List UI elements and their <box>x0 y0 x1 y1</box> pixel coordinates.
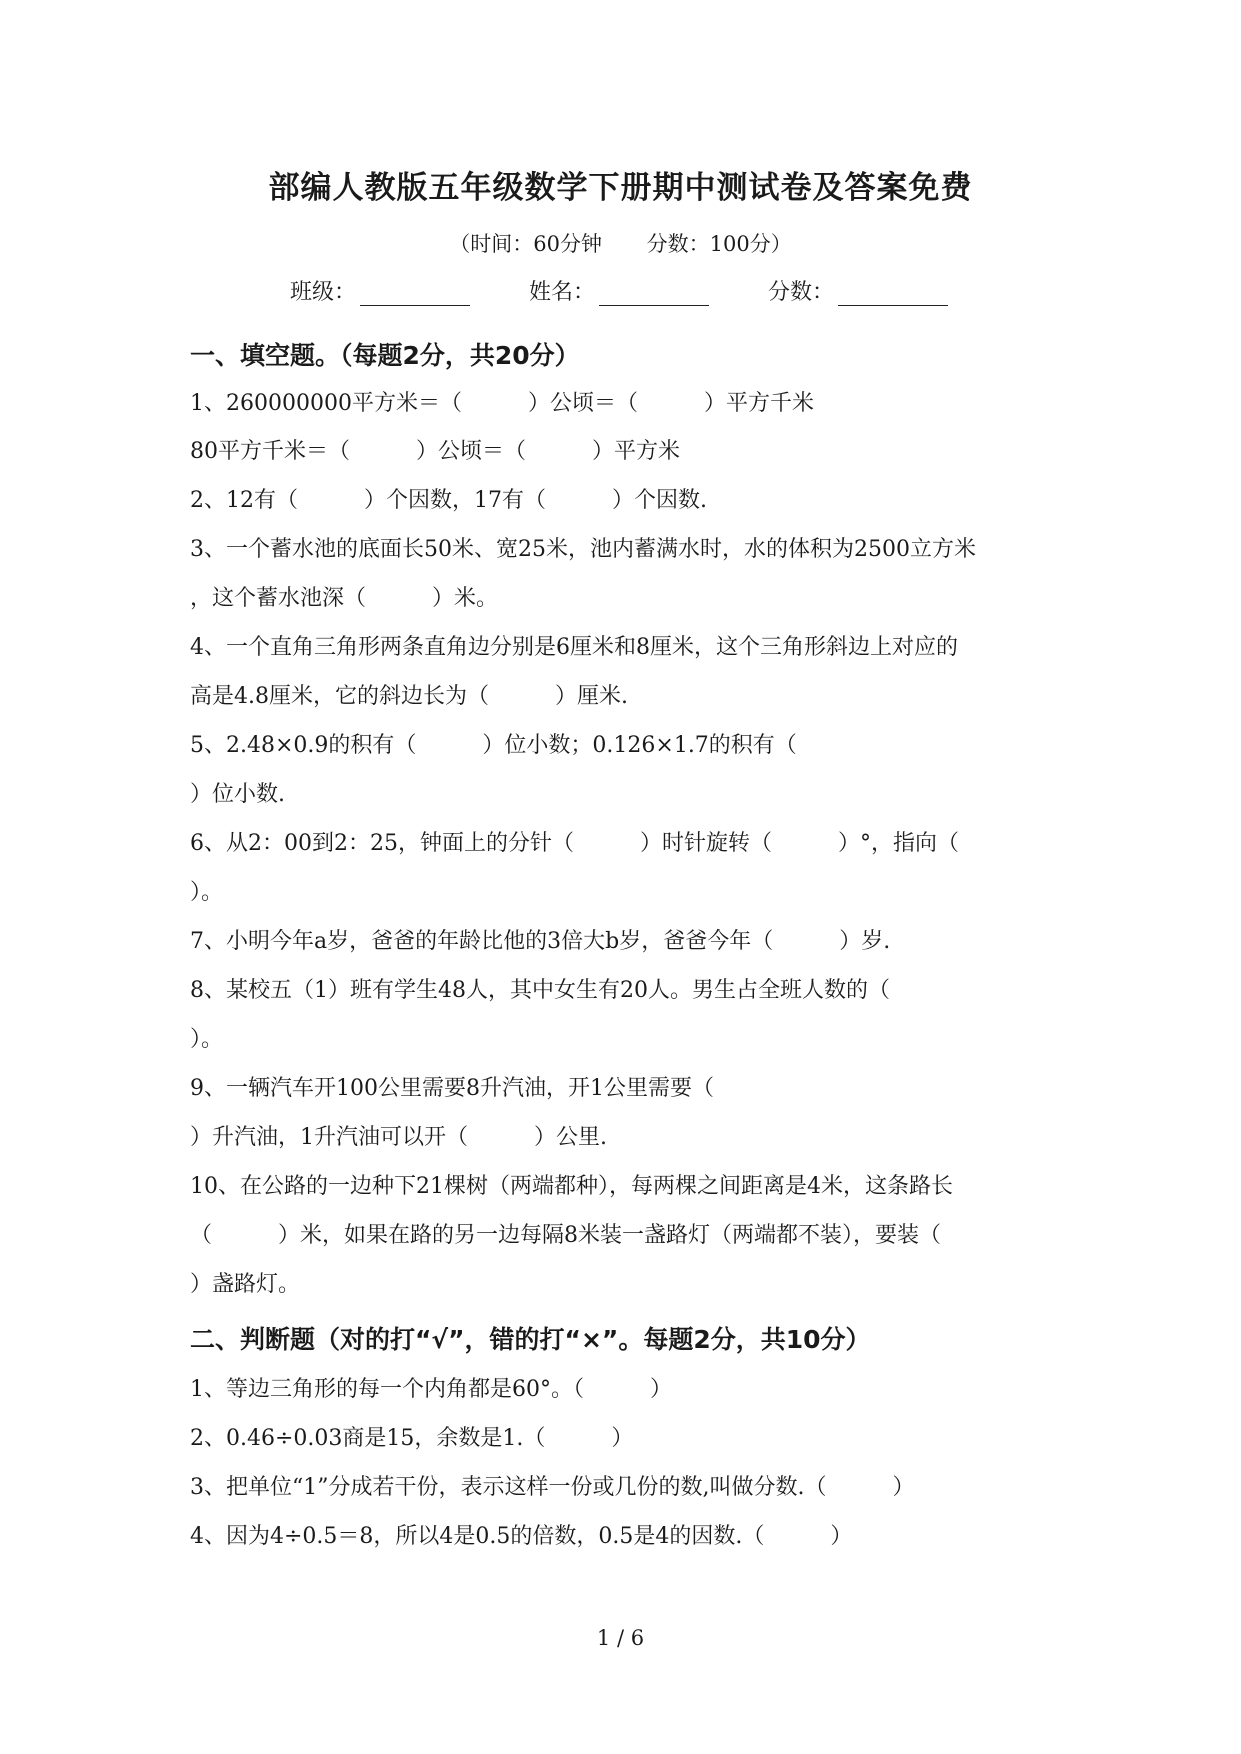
question-line: 1、等边三角形的每一个内角都是60°。（ ） <box>190 1377 672 1402</box>
name-field <box>529 275 709 306</box>
question-line: 4、一个直角三角形两条直角边分别是6厘米和8厘米，这个三角形斜边上对应的 <box>190 635 958 660</box>
question-line: 8、某校五（1）班有学生48人，其中女生有20人。男生占全班人数的（ <box>190 978 890 1003</box>
time-limit: （时间：60分钟 <box>449 232 602 256</box>
score-field <box>768 275 948 306</box>
question-line: 5、2.48×0.9的积有（ ）位小数；0.126×1.7的积有（ <box>190 733 797 758</box>
question-line: ）盏路灯。 <box>190 1272 301 1297</box>
exam-meta <box>0 228 1241 258</box>
question-line: ）。 <box>190 1027 224 1052</box>
section-heading-fill-blank: 一、填空题。（每题2分，共20分） <box>190 341 580 370</box>
name-label: 姓名： <box>529 280 596 305</box>
question-line: 9、一辆汽车开100公里需要8升汽油，开1公里需要（ <box>190 1076 714 1101</box>
question-line: 6、从2：00到2：25，钟面上的分针（ ）时针旋转（ ）°，指向（ <box>190 831 959 856</box>
question-line: ）升汽油，1升汽油可以开（ ）公里. <box>190 1125 607 1150</box>
question-line: 3、一个蓄水池的底面长50米、宽25米，池内蓄满水时，水的体积为2500立方米 <box>190 537 976 562</box>
question-line: 2、0.46÷0.03商是15，余数是1.（ ） <box>190 1426 634 1451</box>
question-line: ）位小数. <box>190 782 285 807</box>
question-line: ）。 <box>190 880 224 905</box>
question-line: 1、260000000平方米＝（ ）公顷＝（ ）平方千米 <box>190 391 814 416</box>
question-line: （ ）米，如果在路的另一边每隔8米装一盏路灯（两端都不装），要装（ <box>190 1223 941 1248</box>
question-line: 4、因为4÷0.5＝8，所以4是0.5的倍数，0.5是4的因数.（ ） <box>190 1524 853 1549</box>
section-heading-true-false: 二、判断题（对的打“√”，错的打“×”。每题2分，共10分） <box>190 1325 871 1354</box>
page-number: 1 / 6 <box>596 1626 645 1650</box>
page-title: 部编人教版五年级数学下册期中测试卷及答案免费 <box>268 170 973 206</box>
question-line: 3、把单位“1”分成若干份，表示这样一份或几份的数,叫做分数.（ ） <box>190 1475 915 1500</box>
student-info <box>290 275 1000 306</box>
question-line: 7、小明今年a岁，爸爸的年龄比他的3倍大b岁，爸爸今年（ ）岁. <box>190 929 891 954</box>
class-field <box>290 275 470 306</box>
name-blank[interactable] <box>599 281 709 306</box>
question-line: ，这个蓄水池深（ ）米。 <box>190 586 499 611</box>
question-line: 10、在公路的一边种下21棵树（两端都种），每两棵之间距离是4米，这条路长 <box>190 1174 953 1199</box>
question-line: 80平方千米＝（ ）公顷＝（ ）平方米 <box>190 439 680 464</box>
score-label: 分数： <box>768 280 835 305</box>
question-line: 高是4.8厘米，它的斜边长为（ ）厘米. <box>190 684 628 709</box>
total-score: 分数：100分） <box>646 232 792 256</box>
question-line: 2、12有（ ）个因数，17有（ ）个因数. <box>190 488 707 513</box>
score-blank[interactable] <box>838 281 948 306</box>
class-blank[interactable] <box>360 281 470 306</box>
class-label: 班级： <box>290 280 357 305</box>
